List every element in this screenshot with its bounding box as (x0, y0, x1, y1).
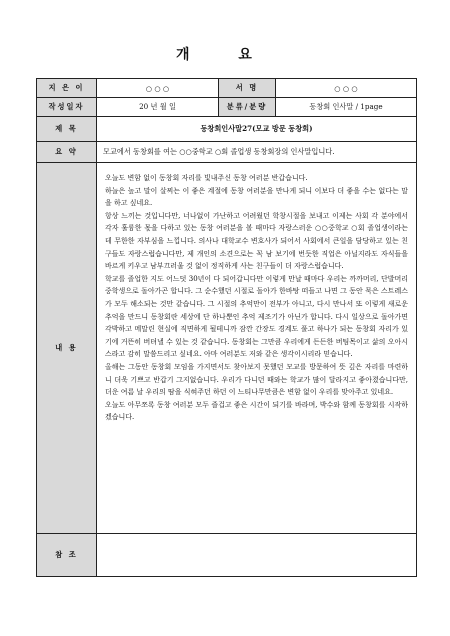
category-value: 동창회 인사말 / 1page (276, 98, 417, 117)
content-paragraph: 항상 느끼는 것입니다만, 너나없이 가난하고 어려웠던 학창시절을 보내고 이제는 사회 각 분야에서 각자 훌륭한 몫을 다하고 있는 동창 여러분을 볼 때마다 자랑스러운 ○○중학교 ○회 졸업생이라는 데 무한한 자부심을 느낍니다. 의사나 대학교수 변호사가 되어서 사회에서 큰일을 담당하고 있는 친구들도 자랑스럽습니다만, 제 개인의 소견으로는 꼭 남 보기에 번듯한 직업은 아닐지라도 자식들을 바르게 키우고 남부끄러울 것 없이 정직하게 사는 친구들이 더 자랑스럽습니다. (105, 211, 408, 271)
author-label: 지 은 이 (37, 79, 97, 98)
content-paragraph: 오늘도 변함 없이 동창회 자리를 빛내주신 동창 여러분 반갑습니다. (105, 174, 308, 182)
content-label: 내 용 (37, 163, 97, 534)
signature-label: 서 명 (219, 79, 276, 98)
overview-form (36, 78, 417, 577)
content-paragraph: 학교를 졸업한 지도 어느덧 30년이 다 되어갑니다만 이렇게 만날 때마다 우리는 까까머리, 단발머리 중학생으로 돌아가곤 합니다. 그 순수했던 시절로 돌아가 한바탕 떠들고 나면 그 동안 묵은 스트레스가 모두 해소되는 것만 같습니다. 그 시절의 추억만이 전부가 아니고, 다시 만나서 또 이렇게 새로운 추억을 만드니 동창회란 세상에 단 하나뿐인 추억 제조기가 아닌가 합니다. 다시 일상으로 돌아가면 각박하고 메말린 현실에 직면하게 될테니까 잠깐 간장도 경계도 풀고 하나가 되는 동창회 자리가 있기에 거뜬히 버텨낼 수 있는 것 같습니다. 동창회는 그만큼 우리에게 든든한 버팀목이고 삶의 오아시스라고 감히 말씀드리고 싶네요. 아마 여러분도 저와 같은 생각이시리라 믿습니다. (105, 274, 408, 359)
content-paragraph: 오늘도 아무쪼록 동창 여러분 모두 즐겁고 좋은 시간이 되기를 바라며, 박수와 함께 동창회를 시작하겠습니다. (105, 400, 408, 422)
content-paragraph: 올해는 그동안 동창회 모임을 가지면서도 찾아보지 못했던 모교를 방문하여 뜻 깊은 자리를 마련하니 더욱 기쁘고 반갑기 그지없습니다. 우리가 다니던 때와는 학교가 많이 달라지고 좋아졌습니다만, 더운 여름 날 우리의 땀을 식혀주던 하던 이 느티나무만큼은 변함 없이 우리를 맞아주고 있네요. (105, 362, 408, 397)
category-label: 분류/분량 (219, 98, 276, 117)
author-value: ○ ○ ○ (97, 79, 219, 98)
signature-value: ○ ○ ○ (276, 79, 417, 98)
summary-label: 요 약 (37, 142, 97, 163)
date-value: 20 년 월 일 (97, 98, 219, 117)
summary-value: 모교에서 동창회를 여는 ○○중학교 ○회 졸업생 동창회장의 인사말입니다. (97, 142, 417, 163)
subject-label: 제 목 (37, 117, 97, 142)
reference-value (97, 534, 417, 577)
subject-value: 동창회인사말27(모교 방문 동창회) (97, 117, 417, 142)
content-body (97, 163, 417, 534)
date-label: 작성일자 (37, 98, 97, 117)
content-paragraph: 하늘은 높고 말이 살찌는 이 좋은 계절에 동창 여러분을 만나게 되니 이보다 더 좋을 수는 없다는 말을 하고 싶네요. (105, 186, 408, 208)
reference-label: 참 조 (37, 534, 97, 577)
page-title: 개 요 (176, 47, 274, 63)
